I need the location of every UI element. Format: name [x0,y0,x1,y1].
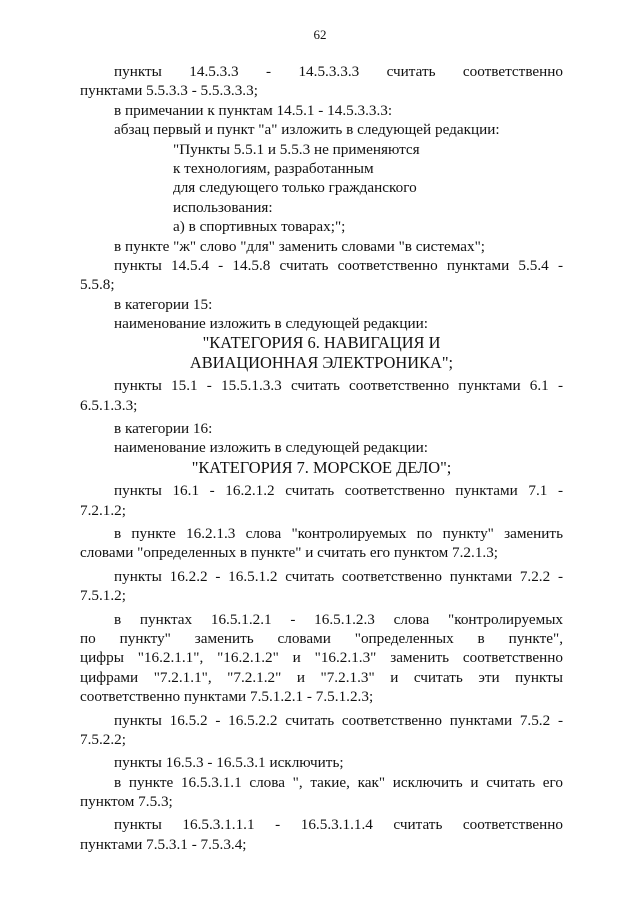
quoted-line: для следующего только гражданского [173,179,417,197]
text-line: 5.5.8; [80,276,115,294]
text-line: в пункте 16.5.3.1.1 слова ", такие, как" исключить и считать его [114,773,563,791]
text-line: пункты 16.5.3.1.1.1 - 16.5.3.1.1.4 считать соответственно [114,816,563,834]
text-line: абзац первый и пункт "а" изложить в следующей редакции: [114,121,500,139]
category-heading: "КАТЕГОРИЯ 6. НАВИГАЦИЯ И [202,333,441,353]
text-line: пунктами 7.5.3.1 - 7.5.3.4; [80,835,247,853]
quoted-line: к технологиям, разработанным [173,159,374,177]
text-line: пункты 16.5.3 - 16.5.3.1 исключить; [114,754,344,772]
text-line: в категории 16: [114,420,213,438]
text-line: пункты 15.1 - 15.5.1.3.3 считать соответственно пунктами 6.1 - [114,377,563,395]
document-body [80,62,563,854]
text-line: в примечании к пунктам 14.5.1 - 14.5.3.3.3: [114,101,393,119]
text-line: пункты 16.5.2 - 16.5.2.2 считать соответственно пунктами 7.5.2 - [114,711,563,729]
text-line: в пункте "ж" слово "для" заменить словами "в системах"; [114,237,486,255]
text-line: 6.5.1.3.3; [80,396,138,414]
text-line: в пунктах 16.5.1.2.1 - 16.5.1.2.3 слова "контролируемых [114,610,563,628]
text-line: пунктом 7.5.3; [80,793,173,811]
text-line: наименование изложить в следующей редакции: [114,315,428,333]
text-line: 7.5.2.2; [80,730,126,748]
text-line: 7.5.1.2; [80,587,126,605]
text-line: в пункте 16.2.1.3 слова "контролируемых по пункту" заменить [114,524,563,542]
text-line: пункты 14.5.4 - 14.5.8 считать соответственно пунктами 5.5.4 - [114,256,563,274]
page-number: 62 [313,27,327,42]
quoted-line: использования: [173,198,273,216]
text-line: цифры "16.2.1.1", "16.2.1.2" и "16.2.1.3" заменить соответственно [80,649,563,667]
text-line: цифрами "7.2.1.1", "7.2.1.2" и "7.2.1.3" и считать эти пункты [80,668,563,686]
quoted-line: "Пункты 5.5.1 и 5.5.3 не применяются [173,140,420,158]
text-line: в категории 15: [114,295,213,313]
text-line: пункты 16.1 - 16.2.1.2 считать соответственно пунктами 7.1 - [114,482,563,500]
text-line: пунктами 5.5.3.3 - 5.5.3.3.3; [80,82,258,100]
category-heading: "КАТЕГОРИЯ 7. МОРСКОЕ ДЕЛО"; [191,457,452,477]
text-line: по пункту" заменить словами "определенных в пункте", [80,629,563,647]
text-line: 7.2.1.2; [80,501,126,519]
text-line: наименование изложить в следующей редакции: [114,439,428,457]
quoted-line: а) в спортивных товарах;"; [173,218,346,236]
text-line: пункты 16.2.2 - 16.5.1.2 считать соответственно пунктами 7.2.2 - [114,567,563,585]
text-line: словами "определенных в пункте" и считать его пунктом 7.2.1.3; [80,544,499,562]
text-line: соответственно пунктами 7.5.1.2.1 - 7.5.1.2.3; [80,688,374,706]
category-heading: АВИАЦИОННАЯ ЭЛЕКТРОНИКА"; [189,352,454,372]
text-line: пункты 14.5.3.3 - 14.5.3.3.3 считать соответственно [114,63,563,80]
